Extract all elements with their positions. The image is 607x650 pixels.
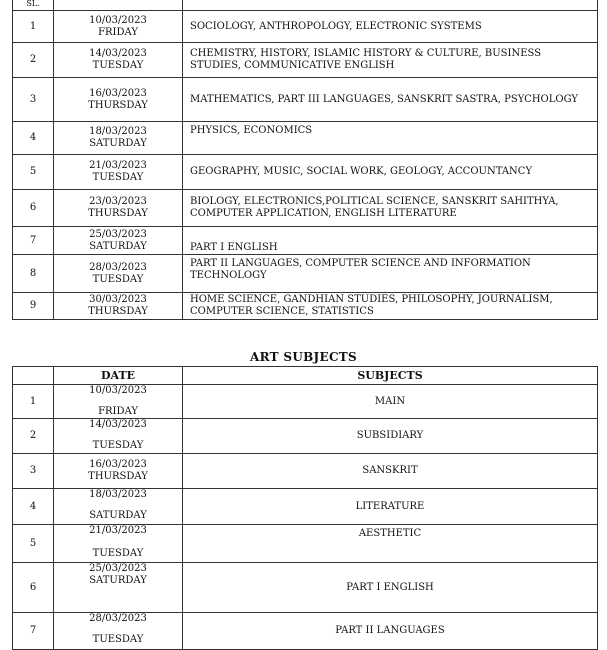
row-subjects: MATHEMATICS, PART III LANGUAGES, SANSKRIT SASTRA, PSYCHOLOGY bbox=[183, 78, 598, 122]
row-subject: PART II LANGUAGES bbox=[183, 613, 598, 650]
date-text: 28/03/2023 bbox=[89, 613, 147, 624]
date-header bbox=[54, 0, 183, 11]
art-subjects-title: ART SUBJECTS bbox=[249, 350, 358, 364]
row-number: 3 bbox=[13, 454, 54, 489]
row-number: 6 bbox=[13, 563, 54, 613]
row-subject: SANSKRIT bbox=[183, 454, 598, 489]
day-text: TUESDAY bbox=[92, 172, 144, 183]
row-number: 7 bbox=[13, 613, 54, 650]
row-subject: MAIN bbox=[183, 385, 598, 419]
serial-header-label: SL. bbox=[26, 0, 40, 8]
table-row bbox=[13, 613, 598, 650]
table-row bbox=[13, 227, 598, 255]
table-row bbox=[13, 525, 598, 563]
table-row bbox=[13, 155, 598, 190]
date-text: 18/03/2023 bbox=[89, 126, 147, 137]
date-text: 21/03/2023 bbox=[89, 160, 147, 171]
row-subjects: CHEMISTRY, HISTORY, ISLAMIC HISTORY & CULTURE, BUSINESS STUDIES, COMMUNICATIVE ENGLISH bbox=[183, 43, 598, 78]
day-text: THURSDAY bbox=[88, 471, 148, 482]
row-date bbox=[54, 155, 183, 190]
date-text: 25/03/2023 bbox=[89, 563, 147, 574]
day-text: THURSDAY bbox=[88, 99, 148, 111]
table-row bbox=[13, 122, 598, 155]
row-date bbox=[54, 525, 183, 563]
row-number: 6 bbox=[13, 190, 54, 227]
date-text: 23/03/2023 bbox=[89, 196, 147, 207]
date-text: 16/03/2023 bbox=[89, 459, 147, 470]
serial-header bbox=[13, 0, 54, 11]
day-text: FRIDAY bbox=[98, 26, 138, 38]
row-subject: PART I ENGLISH bbox=[183, 563, 598, 613]
row-date bbox=[54, 78, 183, 122]
date-text: 10/03/2023 bbox=[89, 385, 147, 396]
row-date bbox=[54, 489, 183, 525]
table-row bbox=[13, 11, 598, 43]
row-date bbox=[54, 293, 183, 320]
table-row bbox=[13, 419, 598, 454]
row-number: 9 bbox=[13, 293, 54, 320]
date-text: 14/03/2023 bbox=[89, 419, 147, 430]
table-row bbox=[13, 293, 598, 320]
row-subject: SUBSIDIARY bbox=[183, 419, 598, 454]
table-row bbox=[13, 454, 598, 489]
table-row bbox=[13, 489, 598, 525]
day-text: FRIDAY bbox=[98, 406, 138, 417]
row-number: 1 bbox=[13, 385, 54, 419]
row-date bbox=[54, 227, 183, 255]
date-text: 21/03/2023 bbox=[89, 525, 147, 536]
date-text: 30/03/2023 bbox=[89, 294, 147, 305]
day-text: TUESDAY bbox=[92, 440, 144, 451]
table-row bbox=[13, 190, 598, 227]
day-text: SATURDAY bbox=[89, 575, 147, 586]
table-header-row bbox=[13, 367, 598, 385]
day-text: TUESDAY bbox=[92, 60, 144, 71]
row-date bbox=[54, 419, 183, 454]
subjects-header bbox=[183, 0, 598, 11]
row-date bbox=[54, 563, 183, 613]
row-number: 1 bbox=[13, 11, 54, 43]
row-date bbox=[54, 385, 183, 419]
row-date bbox=[54, 190, 183, 227]
row-number: 4 bbox=[13, 122, 54, 155]
row-date bbox=[54, 43, 183, 78]
date-text: 10/03/2023 bbox=[89, 14, 147, 26]
art-subjects-table bbox=[12, 366, 598, 650]
row-number: 2 bbox=[13, 419, 54, 454]
main-exam-table bbox=[12, 0, 598, 320]
date-text: 25/03/2023 bbox=[89, 228, 147, 240]
row-date bbox=[54, 613, 183, 650]
day-text: TUESDAY bbox=[92, 548, 144, 559]
table-row bbox=[13, 43, 598, 78]
date-text: 14/03/2023 bbox=[89, 48, 147, 59]
row-number: 2 bbox=[13, 43, 54, 78]
day-text: THURSDAY bbox=[88, 208, 148, 219]
subjects-header: SUBJECTS bbox=[183, 367, 598, 385]
row-date bbox=[54, 11, 183, 43]
row-number: 4 bbox=[13, 489, 54, 525]
day-text: SATURDAY bbox=[89, 240, 147, 252]
date-text: 18/03/2023 bbox=[89, 489, 147, 500]
day-text: SATURDAY bbox=[89, 138, 147, 149]
day-text: TUESDAY bbox=[92, 273, 144, 285]
row-subjects: GEOGRAPHY, MUSIC, SOCIAL WORK, GEOLOGY, ACCOUNTANCY bbox=[183, 155, 598, 190]
date-text: 28/03/2023 bbox=[89, 261, 147, 273]
table-row bbox=[13, 255, 598, 293]
table-row bbox=[13, 78, 598, 122]
row-number: 5 bbox=[13, 155, 54, 190]
row-number: 8 bbox=[13, 255, 54, 293]
row-date bbox=[54, 122, 183, 155]
date-text: 16/03/2023 bbox=[89, 87, 147, 99]
row-subjects: HOME SCIENCE, GANDHIAN STUDIES, PHILOSOPHY, JOURNALISM, COMPUTER SCIENCE, STATISTICS bbox=[183, 293, 598, 320]
row-subject: LITERATURE bbox=[183, 489, 598, 525]
row-number: 3 bbox=[13, 78, 54, 122]
row-date bbox=[54, 454, 183, 489]
date-header: DATE bbox=[54, 367, 183, 385]
row-subjects: BIOLOGY, ELECTRONICS,POLITICAL SCIENCE, SANSKRIT SAHITHYA, COMPUTER APPLICATION, ENGLISH LITERATURE bbox=[183, 190, 598, 227]
row-number: 7 bbox=[13, 227, 54, 255]
serial-header bbox=[13, 367, 54, 385]
table-row bbox=[13, 385, 598, 419]
row-date bbox=[54, 255, 183, 293]
row-subjects: PART II LANGUAGES, COMPUTER SCIENCE AND INFORMATION TECHNOLOGY bbox=[183, 255, 598, 293]
row-number: 5 bbox=[13, 525, 54, 563]
row-subject: AESTHETIC bbox=[183, 525, 598, 563]
day-text: THURSDAY bbox=[88, 306, 148, 317]
table-header-row bbox=[13, 0, 598, 11]
table-row bbox=[13, 563, 598, 613]
row-subjects: PART I ENGLISH bbox=[183, 227, 598, 255]
day-text: SATURDAY bbox=[89, 510, 147, 521]
day-text: TUESDAY bbox=[92, 634, 144, 645]
row-subjects: SOCIOLOGY, ANTHROPOLOGY, ELECTRONIC SYSTEMS bbox=[183, 11, 598, 43]
row-subjects: PHYSICS, ECONOMICS bbox=[183, 122, 598, 155]
